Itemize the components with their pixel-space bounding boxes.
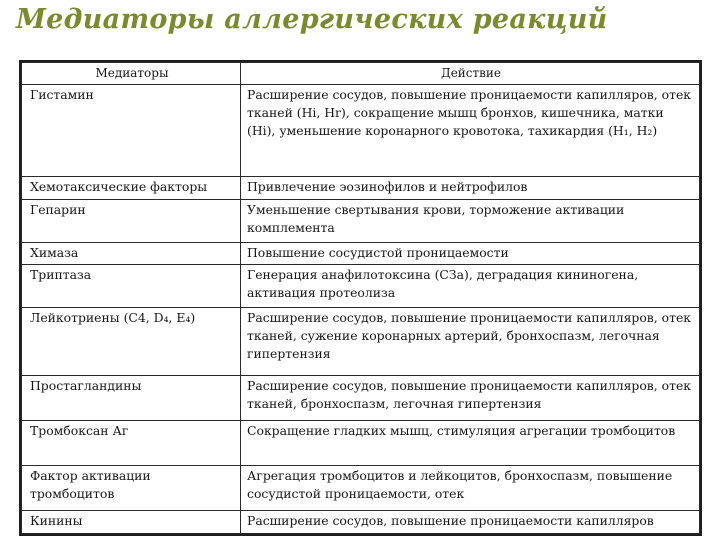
mediators-table — [19, 60, 702, 536]
mediator-cell: Кинины — [22, 511, 241, 534]
mediator-cell: Хемотаксические факторы — [22, 177, 241, 200]
action-cell: Расширение сосудов, повышение проницаемости капилляров — [241, 511, 700, 534]
table-row — [22, 466, 700, 511]
action-cell: Расширение сосудов, повышение проницаемости капилляров, отек тканей (Hi, Hr), сокращение мышц бронхов, кишечника, матки (Hi), уменьшение коронарного кровотока, тахикардия (H₁, H₂) — [241, 85, 700, 177]
action-cell: Расширение сосудов, повышение проницаемости капилляров, отек тканей, бронхоспазм, легочная гипертензия — [241, 376, 700, 421]
mediator-cell: Химаза — [22, 242, 241, 265]
table-row — [22, 199, 700, 242]
mediator-cell: Лейкотриены (С4, D₄, E₄) — [22, 308, 241, 376]
table-row — [22, 376, 700, 421]
mediator-cell: Тромбоксан Аг — [22, 421, 241, 466]
mediator-cell: Фактор активации тромбоцитов — [22, 466, 241, 511]
action-cell: Сокращение гладких мышц, стимуляция агрегации тромбоцитов — [241, 421, 700, 466]
table-row — [22, 421, 700, 466]
action-cell: Уменьшение свертывания крови, торможение активации комплемента — [241, 199, 700, 242]
action-cell: Расширение сосудов, повышение проницаемости капилляров, отек тканей, сужение коронарных артерий, бронхоспазм, легочная гипертензия — [241, 308, 700, 376]
action-cell: Генерация анафилотоксина (СЗа), деградация кининогена, активация протеолиза — [241, 265, 700, 308]
table-row — [22, 265, 700, 308]
mediator-cell: Гепарин — [22, 199, 241, 242]
action-cell: Повышение сосудистой проницаемости — [241, 242, 700, 265]
mediator-cell: Гистамин — [22, 85, 241, 177]
slide-title: Медиаторы аллергических реакций — [16, 4, 608, 35]
mediator-cell: Простагландины — [22, 376, 241, 421]
table-row — [22, 177, 700, 200]
table-row — [22, 242, 700, 265]
table-row — [22, 308, 700, 376]
table-row — [22, 85, 700, 177]
mediator-cell: Триптаза — [22, 265, 241, 308]
action-cell: Агрегация тромбоцитов и лейкоцитов, бронхоспазм, повышение сосудистой проницаемости, отек — [241, 466, 700, 511]
action-cell: Привлечение эозинофилов и нейтрофилов — [241, 177, 700, 200]
table-row — [22, 511, 700, 534]
header-mediators: Медиаторы — [22, 63, 241, 85]
table-header-row — [22, 63, 700, 85]
header-action: Действие — [241, 63, 700, 85]
